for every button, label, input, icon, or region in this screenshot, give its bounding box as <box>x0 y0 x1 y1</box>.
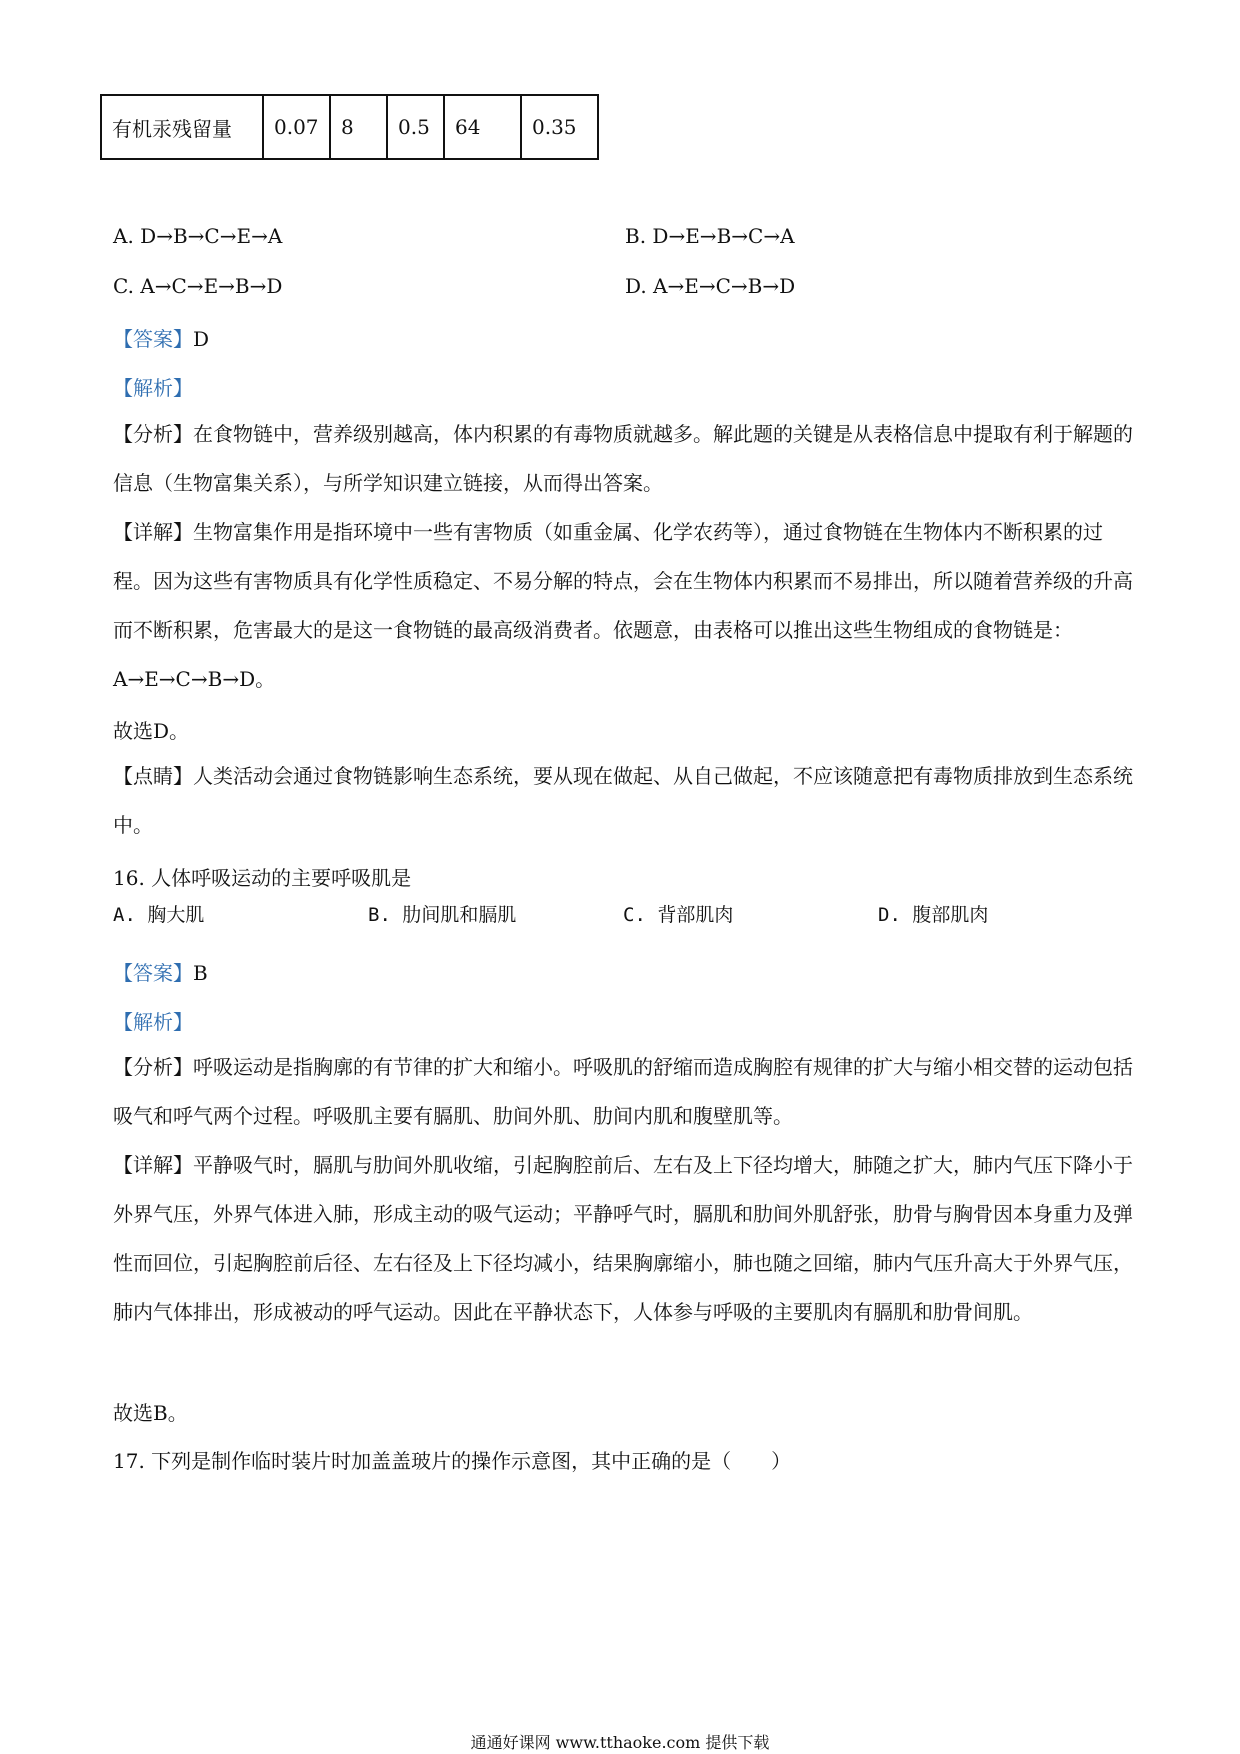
xiangjie-tag: 【详解】 <box>113 1153 193 1177</box>
option-b: B. D→E→B→C→A <box>625 224 795 248</box>
answer-value: D <box>193 327 210 351</box>
dianjing-text: 人类活动会通过食物链影响生态系统，要从现在做起、从自己做起，不应该随意把有毒物质排放到生态系统中。 <box>113 764 1133 837</box>
q16-choice: 故选B。 <box>113 1401 188 1425</box>
fenxi-tag: 【分析】 <box>113 422 193 446</box>
q15-dianjing <box>113 752 1133 850</box>
table-row <box>101 95 598 159</box>
q16-option-a: A. 胸大肌 <box>113 904 205 926</box>
table-cell: 0.5 <box>387 95 444 159</box>
q15-choice: 故选D。 <box>113 719 190 743</box>
table-cell: 64 <box>444 95 521 159</box>
q16-fenxi <box>113 1043 1133 1141</box>
q15-xiangjie <box>113 508 1133 704</box>
q16-answer <box>113 957 208 986</box>
fenxi-text: 呼吸运动是指胸廓的有节律的扩大和缩小。呼吸肌的舒缩而造成胸腔有规律的扩大与缩小相交替的运动包括吸气和呼气两个过程。呼吸肌主要有膈肌、肋间外肌、肋间内肌和腹壁肌等。 <box>113 1055 1133 1128</box>
q16-analysis-tag: 【解析】 <box>113 1010 193 1034</box>
q15-fenxi <box>113 410 1133 508</box>
xiangjie-text: 生物富集作用是指环境中一些有害物质（如重金属、化学农药等），通过食物链在生物体内不断积累的过程。因为这些有害物质具有化学性质稳定、不易分解的特点，会在生物体内积累而不易排出，所以随着营养级的升高而不断积累，危害最大的是这一食物链的最高级消费者。依题意，由表格可以推出这些生物组成的食物链是：A→E→C→B→D。 <box>113 520 1133 691</box>
q17-question: 17. 下列是制作临时装片时加盖盖玻片的操作示意图，其中正确的是（ ） <box>113 1449 792 1473</box>
option-c: C. A→C→E→B→D <box>113 274 283 298</box>
xiangjie-text: 平静吸气时，膈肌与肋间外肌收缩，引起胸腔前后、左右及上下径均增大，肺随之扩大，肺内气压下降小于外界气压，外界气体进入肺，形成主动的吸气运动；平静呼气时，膈肌和肋间外肌舒张，肋骨与胸骨因本身重力及弹性而回位，引起胸腔前后径、左右径及上下径均减小，结果胸廓缩小，肺也随之回缩，肺内气压升高大于外界气压，肺内气体排出，形成被动的呼气运动。因此在平静状态下，人体参与呼吸的主要肌肉有膈肌和肋骨间肌。 <box>113 1153 1133 1324</box>
answer-value: B <box>193 961 208 985</box>
xiangjie-tag: 【详解】 <box>113 520 193 544</box>
table-row-label: 有机汞残留量 <box>101 95 263 159</box>
q16-option-d: D. 腹部肌肉 <box>878 904 989 926</box>
q16-xiangjie <box>113 1141 1133 1337</box>
q16-option-b: B. 肋间肌和膈肌 <box>368 904 517 926</box>
fenxi-tag: 【分析】 <box>113 1055 193 1079</box>
q15-analysis-tag: 【解析】 <box>113 376 193 400</box>
answer-tag: 【答案】 <box>113 327 193 351</box>
table-cell: 8 <box>330 95 387 159</box>
dianjing-tag: 【点睛】 <box>113 764 193 788</box>
table-cell: 0.35 <box>521 95 598 159</box>
answer-tag: 【答案】 <box>113 961 193 985</box>
option-d: D. A→E→C→B→D <box>625 274 796 298</box>
q16-question: 16. 人体呼吸运动的主要呼吸肌是 <box>113 866 412 890</box>
residue-table <box>100 94 599 160</box>
page-footer: 通通好课网 www.tthaoke.com 提供下载 <box>470 1733 770 1752</box>
q15-answer <box>113 323 209 352</box>
fenxi-text: 在食物链中，营养级别越高，体内积累的有毒物质就越多。解此题的关键是从表格信息中提取有利于解题的信息（生物富集关系），与所学知识建立链接，从而得出答案。 <box>113 422 1133 495</box>
table-cell: 0.07 <box>263 95 330 159</box>
q16-option-c: C. 背部肌肉 <box>623 904 734 926</box>
option-a: A. D→B→C→E→A <box>113 224 283 248</box>
